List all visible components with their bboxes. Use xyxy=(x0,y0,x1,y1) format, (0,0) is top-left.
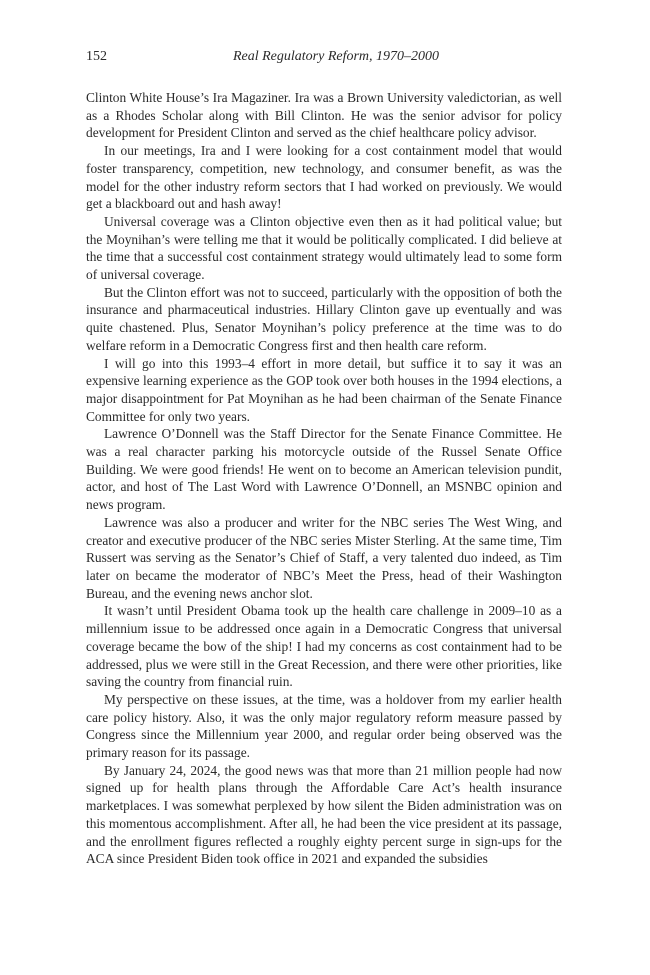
paragraph: Universal coverage was a Clinton objective even then as it had political value; but the Moynihan’s were telling me that it would be politically complicated. I did believe at the time that a successful cost containment strategy would ultimately lead to some form of universal coverage. xyxy=(86,213,562,283)
body-text xyxy=(86,89,562,868)
paragraph: Clinton White House’s Ira Magaziner. Ira was a Brown University valedictorian, as well as a Rhodes Scholar along with Bill Clinton. He was the senior advisor for policy development for President Clinton and served as the chief healthcare policy advisor. xyxy=(86,90,562,141)
paragraph: But the Clinton effort was not to succeed, particularly with the opposition of both the insurance and pharmaceutical industries. Hillary Clinton gave up eventually and was quite chastened. Plus, Senator Moynihan’s policy preference at the time was to do welfare reform in a Democratic Congress first and then health care reform. xyxy=(86,284,562,353)
paragraph: In our meetings, Ira and I were looking for a cost containment model that would foster transparency, competition, new technology, and consumer benefit, as was the model for the other industry reform sectors that I had worked on previously. We would get a blackboard out and hash away! xyxy=(86,143,562,212)
paragraph: I will go into this 1993–4 effort in more detail, but suffice it to say it was an expensive learning experience as the GOP took over both houses in the 1994 elections, a major disappointment for Pat Moynihan as he had been chairman of the Senate Finance Committee for only two years. xyxy=(86,355,562,424)
page-number: 152 xyxy=(86,49,107,64)
paragraph: My perspective on these issues, at the time, was a holdover from my earlier health care policy history. Also, it was the only major regulatory reform measure passed by Congress since the Millennium year 2000, and regular order being observed was the primary reason for its passage. xyxy=(86,691,562,761)
paragraph: Lawrence was also a producer and writer for the NBC series The West Wing, and creator and executive producer of the NBC series Mister Sterling. At the same time, Tim Russert was serving as the Senator’s Chief of Staff, a very talented duo indeed, as Tim later on became the moderator of NBC’s Meet the Press, head of their Washington Bureau, and the evening news anchor slot. xyxy=(86,514,562,601)
page-header xyxy=(86,49,562,69)
paragraph: Lawrence O’Donnell was the Staff Director for the Senate Finance Committee. He was a real character parking his motorcycle outside of the Russel Senate Office Building. We were good friends! He went on to become an American television pundit, actor, and host of The Last Word with Lawrence O’Donnell, an MSNBC opinion and news program. xyxy=(86,426,562,513)
running-title: Real Regulatory Reform, 1970–2000 xyxy=(232,49,440,64)
paragraph: By January 24, 2024, the good news was that more than 21 million people had now signed up for health plans through the Affordable Care Act’s health insurance marketplaces. I was somewhat perplexed by how silent the Biden administration was on this momentous accomplishment. After all, he had been the vice president at its passage, and the enrollment figures reflected a roughly eighty percent surge in sign-ups for the ACA since President Biden took office in 2021 and expanded the subsidies xyxy=(86,762,562,867)
paragraph: It wasn’t until President Obama took up the health care challenge in 2009–10 as a millennium issue to be addressed once again in a Democratic Congress that universal coverage became the bow of the ship! I had my concerns as cost containment had to be addressed, plus we were still in the Great Recession, and there were other priorities, like saving the country from financial ruin. xyxy=(86,603,562,690)
